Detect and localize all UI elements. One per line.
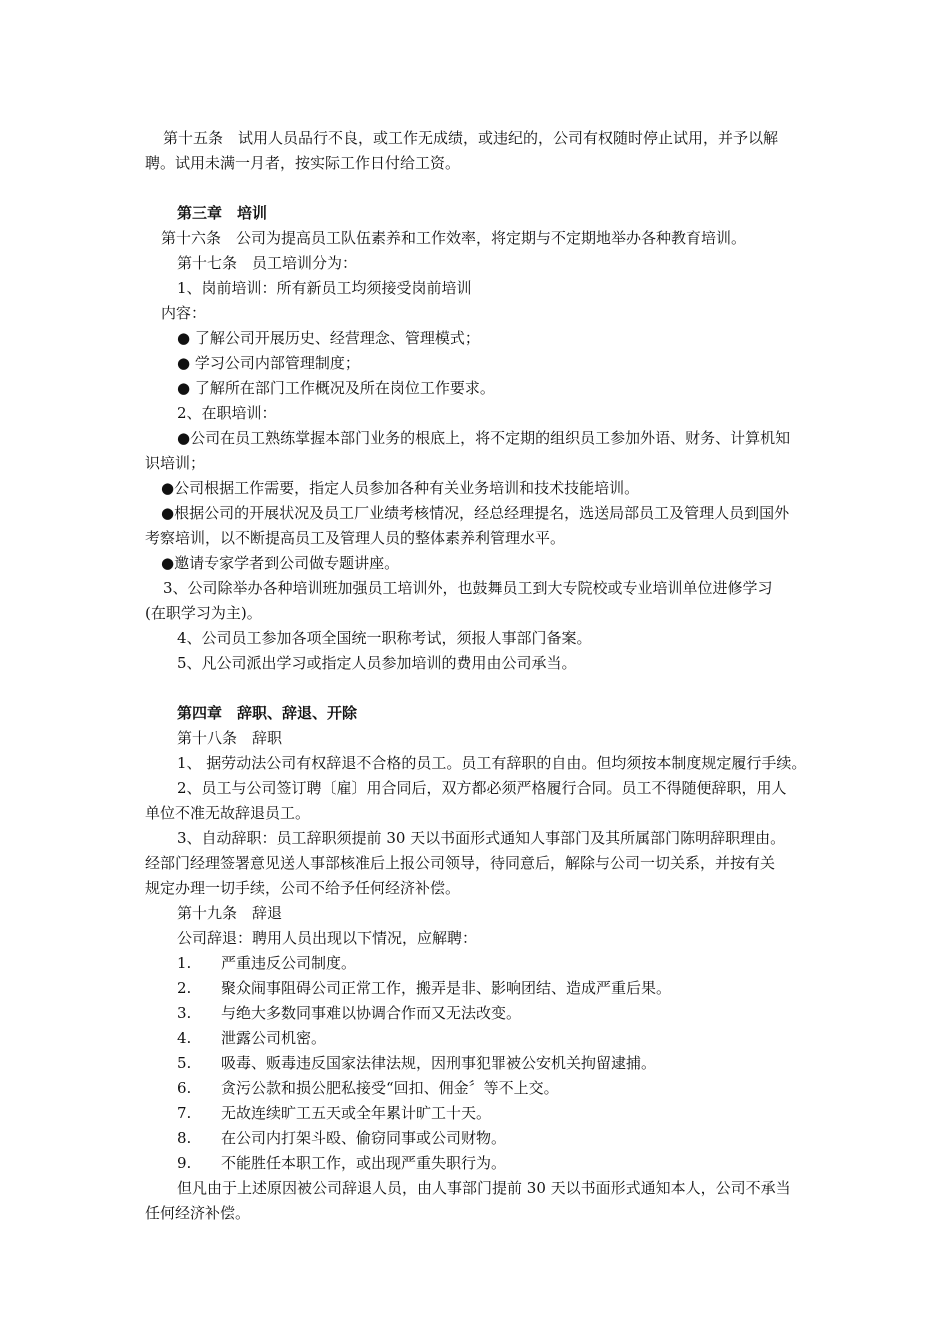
- content-label: 内容：: [161, 304, 207, 322]
- bullet-item: ●公司在员工熟练掌握本部门业务的根底上，将不定期的组织员工参加外语、财务、计算机知: [177, 429, 791, 447]
- training-item-1: 1、岗前培训：所有新员工均须接受岗前培训: [177, 279, 472, 297]
- bullet-item: ●邀请专家学者到公司做专题讲座。: [161, 554, 400, 572]
- list-number: 8.: [177, 1129, 192, 1147]
- dismissal-list-item: [177, 1126, 897, 1151]
- article-18: 第十八条 辞职: [177, 729, 283, 747]
- dismissal-list-item: [177, 951, 897, 976]
- list-number: 5.: [177, 1054, 192, 1072]
- training-item-3: 3、公司除举办各种培训班加强员工培训外，也鼓舞员工到大专院校或专业培训单位进修学习: [163, 579, 773, 597]
- bullet-item: ●根据公司的开展状况及员工厂业绩考核情况，经总经理提名，选送局部员工及管理人员到国外: [161, 504, 790, 522]
- resign-item-3-cont: 经部门经理签署意见送人事部核准后上报公司领导，待同意后，解除与公司一切关系，并按有关: [145, 854, 776, 872]
- dismissal-list-item: [177, 976, 897, 1001]
- bullet-item: ●公司根据工作需要，指定人员参加各种有关业务培训和技术技能培训。: [161, 479, 640, 497]
- article-15-line-1: 第十五条 试用人员品行不良，或工作无成绩，或违纪的，公司有权随时停止试用，并予以解: [163, 129, 779, 147]
- chapter-3-heading: 第三章 培训: [177, 204, 268, 222]
- article-16: 第十六条 公司为提高员工队伍素养和工作效率，将定期与不定期地举办各种教育培训。: [161, 229, 747, 247]
- resign-item-2: 2、员工与公司签订聘〔雇〕用合同后，双方都必须严格履行合同。员工不得随便辞职，用人: [177, 779, 787, 797]
- training-item-4: 4、公司员工参加各项全国统一职称考试，须报人事部门备案。: [177, 629, 592, 647]
- bullet-item-cont: 考察培训，以不断提高员工及管理人员的整体素养利管理水平。: [145, 529, 566, 547]
- list-text: 贪污公款和损公肥私接受“回扣、佣金〞等不上交。: [221, 1079, 559, 1097]
- list-text: 严重违反公司制度。: [221, 954, 357, 972]
- bullet-item: ● 学习公司内部管理制度；: [177, 354, 360, 372]
- bullet-item: ● 了解所在部门工作概况及所在岗位工作要求。: [177, 379, 495, 397]
- list-text: 在公司内打架斗殴、偷窃同事或公司财物。: [221, 1129, 507, 1147]
- article-17: 第十七条 员工培训分为：: [177, 254, 358, 272]
- list-text: 无故连续旷工五天或全年累计旷工十天。: [221, 1104, 492, 1122]
- list-text: 与绝大多数同事难以协调合作而又无法改变。: [221, 1004, 522, 1022]
- list-text: 泄露公司机密。: [221, 1029, 327, 1047]
- dismissal-list-item: [177, 1051, 897, 1076]
- bullet-item-cont: 识培训；: [145, 454, 206, 472]
- list-number: 7.: [177, 1104, 192, 1122]
- chapter-4-heading: 第四章 辞职、辞退、开除: [177, 704, 358, 722]
- list-number: 2.: [177, 979, 192, 997]
- article-19: 第十九条 辞退: [177, 904, 283, 922]
- article-15-line-2: 聘。试用未满一月者，按实际工作日付给工资。: [145, 154, 461, 172]
- resign-item-3: 3、自动辞职：员工辞职须提前 30 天以书面形式通知人事部门及其所属部门陈明辞职理由。: [177, 829, 786, 847]
- closing-paragraph-cont: 任何经济补偿。: [145, 1204, 251, 1222]
- list-text: 吸毒、贩毒违反国家法律法规，因刑事犯罪被公安机关拘留逮捕。: [221, 1054, 657, 1072]
- dismissal-list-item: [177, 1026, 897, 1051]
- list-text: 聚众闹事阻碍公司正常工作，搬弄是非、影响团结、造成严重后果。: [221, 979, 672, 997]
- dismissal-list-item: [177, 1101, 897, 1126]
- training-item-5: 5、凡公司派出学习或指定人员参加培训的费用由公司承当。: [177, 654, 577, 672]
- list-number: 3.: [177, 1004, 192, 1022]
- resign-item-2-cont: 单位不准无故辞退员工。: [145, 804, 311, 822]
- list-number: 9.: [177, 1154, 192, 1172]
- training-item-3-cont: (在职学习为主)。: [145, 604, 262, 622]
- dismissal-list-item: [177, 1151, 897, 1176]
- list-number: 6.: [177, 1079, 192, 1097]
- training-item-2: 2、在职培训：: [177, 404, 277, 422]
- closing-paragraph: 但凡由于上述原因被公司辞退人员，由人事部门提前 30 天以书面形式通知本人，公司不承当: [177, 1179, 791, 1197]
- dismissal-intro: 公司辞退：聘用人员出现以下情况，应解聘：: [177, 929, 478, 947]
- list-number: 4.: [177, 1029, 192, 1047]
- bullet-item: ● 了解公司开展历史、经营理念、管理模式；: [177, 329, 480, 347]
- list-number: 1.: [177, 954, 192, 972]
- resign-item-3-cont: 规定办理一切手续，公司不给予任何经济补偿。: [145, 879, 461, 897]
- dismissal-list-item: [177, 1076, 897, 1101]
- dismissal-list-item: [177, 1001, 897, 1026]
- resign-item-1: 1、 据劳动法公司有权辞退不合格的员工。员工有辞职的自由。但均须按本制度规定履行手续。: [177, 754, 807, 772]
- list-text: 不能胜任本职工作，或出现严重失职行为。: [221, 1154, 507, 1172]
